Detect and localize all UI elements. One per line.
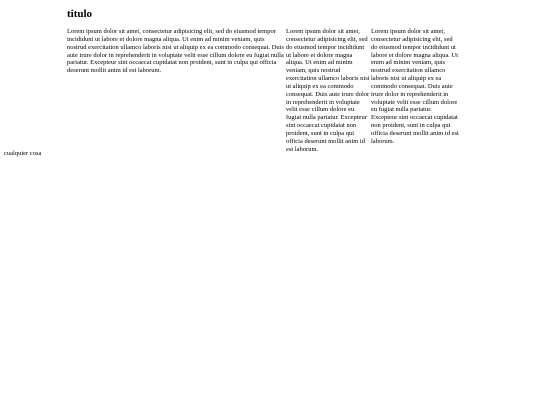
page-title: titulo: [67, 8, 93, 20]
text-column-1: Lorem ipsum dolor sit amet, consectetur adipisicing elit, sed do eiusmod tempor incididunt ut labore et dolore magna aliqua. Ut enim ad minim veniam, quis nostrud exercitation ullamco laboris nisi ut aliquip ex ea commodo consequat. Duis aute irure dolor in reprehenderit in voluptate velit esse cillum dolore eu fugiat nulla pariatur. Excepteur sint occaecat cupidatat non proident, sunt in culpa qui officia deserunt mollit anim id est laborum.: [67, 28, 284, 75]
footer-text: cualquier cosa: [4, 150, 42, 157]
text-column-2: Lorem ipsum dolor sit amet, consectetur adipisicing elit, sed do eiusmod tempor incididunt ut labore et dolore magna aliqua. Ut enim ad minim veniam, quis nostrud exercitation ullamco laboris nisi ut aliquip ex ea commodo consequat. Duis aute irure dolor in reprehenderit in voluptate velit esse cillum dolore eu fugiat nulla pariatur. Excepteur sint occaecat cupidatat non proident, sunt in culpa qui officia deserunt mollit anim id est laborum.: [286, 28, 370, 153]
text-column-3: Lorem ipsum dolor sit amet, consectetur adipisicing elit, sed do eiusmod tempor incididunt ut labore et dolore magna aliqua. Ut enim ad minim veniam, quis nostrud exercitation ullamco laboris nisi ut aliquip ex ea commodo consequat. Duis aute irure dolor in reprehenderit in voluptate velit esse cillum dolore eu fugiat nulla pariatur. Excepteur sint occaecat cupidatat non proident, sunt in culpa qui officia deserunt mollit anim id est laborum.: [371, 28, 459, 145]
